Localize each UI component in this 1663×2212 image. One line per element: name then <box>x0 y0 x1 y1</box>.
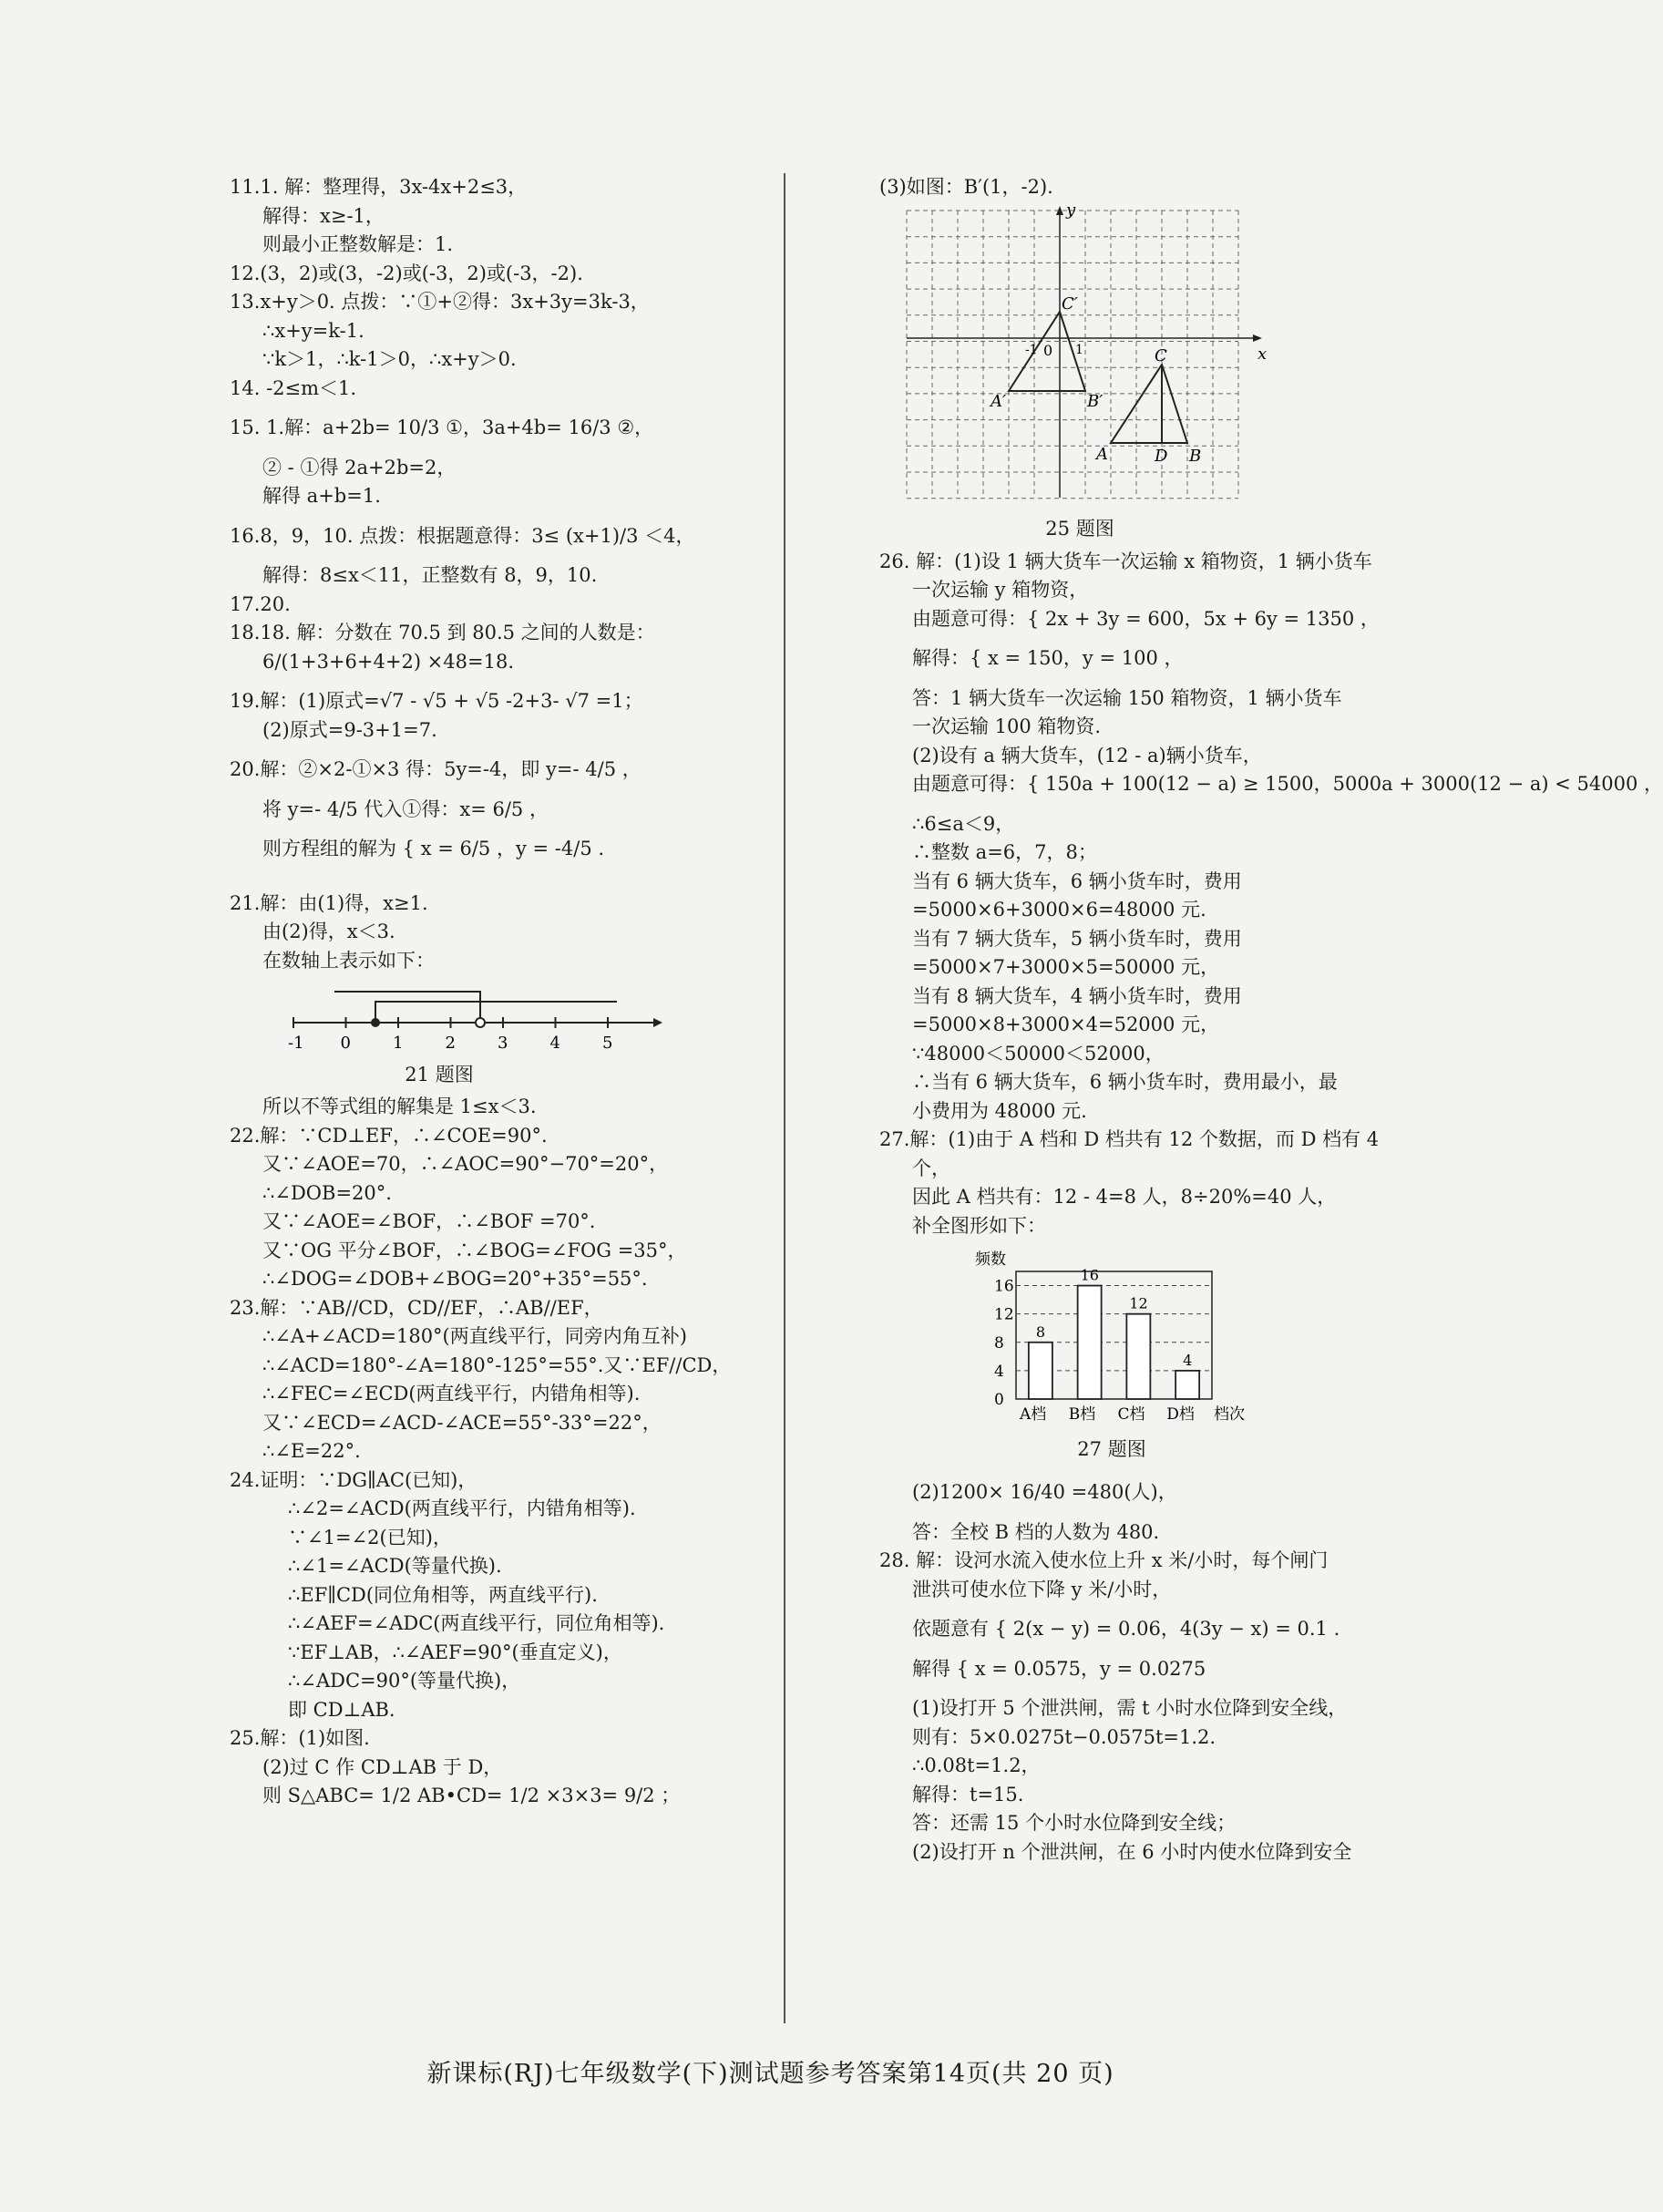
right-lines-b <box>879 548 1663 1241</box>
answer-line: 21.解：由(1)得，x≥1. <box>230 891 428 914</box>
answer-line: ∴∠2=∠ACD(两直线平行，内错角相等). <box>288 1497 636 1519</box>
answer-line: 18.18. 解：分数在 70.5 到 80.5 之间的人数是： <box>230 622 655 643</box>
answer-line: 当有 8 辆大货车，4 辆小货车时，费用 <box>912 984 1242 1007</box>
label-a: A <box>1096 444 1108 464</box>
answer-line: =5000×6+3000×6=48000 元. <box>912 899 1206 921</box>
x-tick-label: A档 <box>1020 1405 1047 1424</box>
answer-line <box>879 1467 1353 1478</box>
tick-label: 0 <box>340 1034 351 1053</box>
answer-line: 17.20. <box>230 592 291 615</box>
label-neg1: -1 <box>1025 342 1038 357</box>
answer-line: 6/(1+3+6+4+2) ×48=18. <box>262 650 514 673</box>
answer-line: ∵k＞1，∴k-1＞0，∴x+y＞0. <box>262 348 517 370</box>
answer-line: 22.解：∵CD⊥EF，∴∠COE=90°. <box>230 1124 548 1147</box>
answer-line <box>879 799 1353 810</box>
answer-line: 个， <box>912 1157 950 1179</box>
answer-line: ∴EF∥CD(同位角相等，两直线平行). <box>288 1583 598 1606</box>
answer-line <box>230 443 758 454</box>
answer-line: 12.(3，2)或(3，-2)或(-3，2)或(-3，-2). <box>230 262 583 284</box>
answer-line: 补全图形如下： <box>912 1214 1046 1237</box>
label-origin: 0 <box>1043 341 1053 359</box>
answer-line: 24.证明：∵DG∥AC(已知)， <box>230 1468 477 1491</box>
y-tick-label: 4 <box>994 1362 1004 1381</box>
y-tick-label: 0 <box>994 1391 1004 1409</box>
answer-line <box>230 676 758 687</box>
answer-line: ∴∠ADC=90°(等量代换)， <box>288 1670 521 1692</box>
answer-line: (2)1200× 16/40 =480(人)， <box>912 1481 1177 1503</box>
label-one: 1 <box>1075 342 1083 357</box>
answer-line: (2)设打开 n 个泄洪闸，在 6 小时内使水位降到安全 <box>912 1840 1352 1863</box>
answer-line: ∴x+y=k-1. <box>262 319 364 342</box>
figure-27-caption: 27 题图 <box>1077 1437 1146 1460</box>
solution-x-ge-1 <box>375 1002 617 1023</box>
axis-arrow <box>653 1018 662 1027</box>
label-b: B <box>1189 446 1202 466</box>
label-a1: A′ <box>991 391 1007 411</box>
answer-line <box>230 745 758 756</box>
answer-line: 又∵∠ECD=∠ACD-∠ACE=55°-33°=22°， <box>262 1411 662 1434</box>
tick-label: 3 <box>498 1034 508 1053</box>
answer-line: 解得：t=15. <box>912 1783 1024 1806</box>
answer-line: ∴∠AEF=∠ADC(两直线平行，同位角相等). <box>288 1612 665 1634</box>
answer-line <box>879 1644 1353 1655</box>
answer-line <box>879 633 1353 644</box>
figure-27-bar-chart <box>975 1244 1353 1464</box>
answer-line: 则 S△ABC= 1/2 AB•CD= 1/2 ×3×3= 9/2 ； <box>262 1785 681 1806</box>
bar-C档 <box>1126 1314 1150 1399</box>
label-x: x <box>1258 344 1268 364</box>
answer-line: 当有 7 辆大货车，5 辆小货车时，费用 <box>912 927 1242 950</box>
label-c1: C′ <box>1062 293 1078 314</box>
answer-line: 16.8，9，10. 点拨：根据题意得：3≤ (x+1)/3 ＜4， <box>230 524 695 547</box>
x-tick-label: B档 <box>1068 1405 1096 1424</box>
bar-value-label: 8 <box>1035 1322 1046 1341</box>
answer-line: ∴∠FEC=∠ECD(两直线平行，内错角相等). <box>262 1383 641 1404</box>
answer-line: 解得：{ x = 150，y = 100 ， <box>912 647 1184 669</box>
tick-label: -1 <box>288 1034 304 1053</box>
x-axis-label: 档次 <box>1214 1405 1245 1424</box>
bar-D档 <box>1175 1371 1199 1399</box>
grid-svg <box>907 200 1271 507</box>
answer-line: ∵48000＜50000＜52000， <box>912 1042 1165 1065</box>
page-footer: 新课标(RJ)七年级数学(下)测试题参考答案第14页(共 20 页) <box>426 2060 1114 2088</box>
answer-line: 由(2)得，x＜3. <box>262 921 395 942</box>
bar-value-label: 4 <box>1183 1351 1193 1369</box>
y-tick-label: 12 <box>994 1305 1014 1324</box>
answer-line: 19.解：(1)原式=√7 - √5 + √5 -2+3- √7 =1； <box>230 690 643 712</box>
answer-line <box>230 824 758 835</box>
answer-line: 答：还需 15 个小时水位降到安全线； <box>912 1812 1237 1834</box>
answer-line: 23.解：∵AB//CD，CD//EF，∴AB//EF， <box>230 1296 603 1319</box>
answer-line: ∴∠E=22°. <box>262 1440 361 1462</box>
left-lines-b <box>230 1093 758 1811</box>
bar-value-label: 16 <box>1080 1266 1099 1284</box>
answer-line: 泄洪可使水位下降 y 米/小时， <box>912 1578 1172 1600</box>
answer-line <box>879 1604 1353 1615</box>
answer-line: 所以不等式组的解集是 1≤x＜3. <box>262 1096 537 1117</box>
answer-line: 则有：5×0.0275t−0.0575t=1.2. <box>912 1725 1216 1748</box>
column-divider <box>784 173 785 2023</box>
bar-value-label: 12 <box>1129 1294 1148 1312</box>
y-tick-label: 8 <box>994 1333 1004 1353</box>
figure-25-coordinate-grid <box>907 200 1353 544</box>
answer-line: 一次运输 y 箱物资， <box>912 579 1089 601</box>
answer-line: 则最小正整数解是：1. <box>262 233 454 255</box>
bar-A档 <box>1029 1343 1052 1399</box>
left-lines-a <box>230 173 758 975</box>
answer-line: 25.解：(1)如图. <box>230 1727 370 1749</box>
answer-line: 当有 6 辆大货车，6 辆小货车时，费用 <box>912 869 1242 892</box>
label-d: D <box>1155 446 1168 466</box>
answer-line: 解得 a+b=1. <box>262 485 381 507</box>
answer-line: =5000×7+3000×5=50000 元， <box>912 956 1220 978</box>
answer-line: ∵∠1=∠2(已知)， <box>288 1526 452 1548</box>
answer-line: 一次运输 100 箱物资. <box>912 715 1102 737</box>
x-tick-label: C档 <box>1117 1405 1145 1424</box>
answer-line <box>230 864 758 890</box>
answer-line: 27.解：(1)由于 A 档和 D 档共有 12 个数据，而 D 档有 4 <box>879 1128 1380 1150</box>
answer-line: 14. -2≤m＜1. <box>230 376 357 399</box>
tick-label: 5 <box>602 1034 613 1053</box>
right-lines-c <box>879 1467 1353 1867</box>
answer-line: 28. 解：设河水流入使水位上升 x 米/小时，每个闸门 <box>879 1549 1329 1571</box>
answer-line: 则方程组的解为 { x = 6/5 ，y = -4/5 . <box>262 838 605 859</box>
open-dot-3 <box>476 1018 485 1027</box>
answer-line <box>230 550 758 561</box>
x-tick-label: D档 <box>1166 1405 1195 1424</box>
answer-line: 在数轴上表示如下： <box>262 949 435 972</box>
answer-line: 20.解：②×2-①×3 得：5y=-4，即 y=- 4/5 ， <box>230 758 642 780</box>
answer-line: (2)原式=9-3+1=7. <box>262 718 437 741</box>
answer-line: 依题意有 { 2(x − y) = 0.06，4(3y − x) = 0.1 . <box>912 1618 1340 1640</box>
tick-label: 1 <box>393 1034 404 1053</box>
figure-21-caption: 21 题图 <box>405 1063 474 1085</box>
left-column <box>230 173 758 1811</box>
answer-line: 由题意可得：{ 2x + 3y = 600，5x + 6y = 1350 ， <box>912 607 1380 630</box>
answer-line: 因此 A 档共有：12 - 4=8 人，8÷20%=40 人， <box>912 1186 1337 1208</box>
number-line-svg <box>284 979 667 1052</box>
answer-line: 13.x+y＞0. 点拨：∵①+②得：3x+3y=3k-3， <box>230 291 650 313</box>
solution-x-lt-3 <box>334 992 480 1023</box>
bar-chart-svg <box>975 1244 1248 1426</box>
figure-25-caption: 25 题图 <box>1045 518 1114 540</box>
tick-label: 4 <box>549 1034 560 1053</box>
answer-line: 答：1 辆大货车一次运输 150 箱物资，1 辆小货车 <box>912 686 1342 709</box>
answer-line: 又∵∠AOE=70，∴∠AOC=90°−70°=20°， <box>262 1153 669 1175</box>
answer-line: (2)过 C 作 CD⊥AB 于 D， <box>262 1755 503 1778</box>
tick-label: 2 <box>445 1034 456 1053</box>
label-y: y <box>1066 200 1076 220</box>
triangle-abc <box>1111 365 1187 443</box>
answer-line: 即 CD⊥AB. <box>288 1698 395 1721</box>
answer-line <box>230 785 758 796</box>
answer-line: ∴当有 6 辆大货车，6 辆小货车时，费用最小，最 <box>912 1071 1338 1093</box>
answer-line: ∴∠A+∠ACD=180°(两直线平行，同旁内角互补) <box>262 1325 687 1347</box>
answer-line: ∴∠1=∠ACD(等量代换). <box>288 1555 502 1577</box>
answer-line <box>230 511 758 522</box>
y-axis-label: 频数 <box>975 1250 1006 1269</box>
answer-line: ∴整数 a=6，7，8； <box>912 841 1097 863</box>
answer-line: ∴0.08t=1.2， <box>912 1754 1041 1776</box>
answer-line: 解得：8≤x＜11，正整数有 8，9，10. <box>262 564 598 586</box>
answer-line: ∴∠ACD=180°-∠A=180°-125°=55°.又∵EF//CD， <box>262 1353 732 1376</box>
right-lines-a <box>879 173 1353 202</box>
answer-line: ∴∠DOG=∠DOB+∠BOG=20°+35°=55°. <box>262 1268 648 1290</box>
closed-dot-1 <box>371 1018 380 1027</box>
answer-line <box>879 1507 1353 1518</box>
answer-line: 由题意可得：{ 150a + 100(12 − a) ≥ 1500，5000a + 3000(12 − a) < 54000 ， <box>912 773 1663 795</box>
answer-line: 解得：x≥-1， <box>262 204 385 227</box>
answer-line: 将 y=- 4/5 代入①得：x= 6/5 ， <box>262 797 549 820</box>
answer-line: 26. 解：(1)设 1 辆大货车一次运输 x 箱物资，1 辆小货车 <box>879 550 1372 572</box>
y-tick-label: 16 <box>994 1277 1014 1296</box>
answer-line: 又∵∠AOE=∠BOF，∴∠BOF =70°. <box>262 1210 596 1232</box>
x-axis-arrow <box>1253 334 1262 342</box>
answer-line: 11.1. 解：整理得，3x-4x+2≤3， <box>230 176 528 198</box>
answer-line: (2)设有 a 辆大货车，(12 - a)辆小货车， <box>912 744 1262 766</box>
answer-line: 小费用为 48000 元. <box>912 1099 1087 1122</box>
label-b1: B′ <box>1087 391 1104 411</box>
answer-line: ∵EF⊥AB，∴∠AEF=90°(垂直定义)， <box>288 1641 622 1663</box>
label-c: C <box>1155 345 1167 365</box>
answer-line: =5000×8+3000×4=52000 元， <box>912 1013 1220 1035</box>
answer-line: 又∵OG 平分∠BOF，∴∠BOG=∠FOG =35°， <box>262 1239 687 1261</box>
answer-line <box>230 403 758 414</box>
answer-line <box>879 674 1353 684</box>
figure-21-number-line <box>284 979 667 1089</box>
answer-line: (1)设打开 5 个泄洪闸，需 t 小时水位降到安全线， <box>912 1697 1348 1719</box>
answer-line: 解得 { x = 0.0575，y = 0.0275 <box>912 1657 1206 1680</box>
answer-line: 15. 1.解：a+2b= 10/3 ①，3a+4b= 16/3 ②， <box>230 417 654 438</box>
bar-B档 <box>1078 1286 1102 1399</box>
right-column <box>879 173 1663 1867</box>
answer-line <box>879 1683 1353 1694</box>
answer-line: 答：全校 B 档的人数为 480. <box>912 1520 1160 1543</box>
answer-line: ② - ①得 2a+2b=2， <box>262 456 457 478</box>
answer-line: ∴6≤a＜9， <box>912 812 1015 835</box>
answer-line: (3)如图：B′(1，-2). <box>879 176 1053 198</box>
answer-line: ∴∠DOB=20°. <box>262 1181 392 1204</box>
